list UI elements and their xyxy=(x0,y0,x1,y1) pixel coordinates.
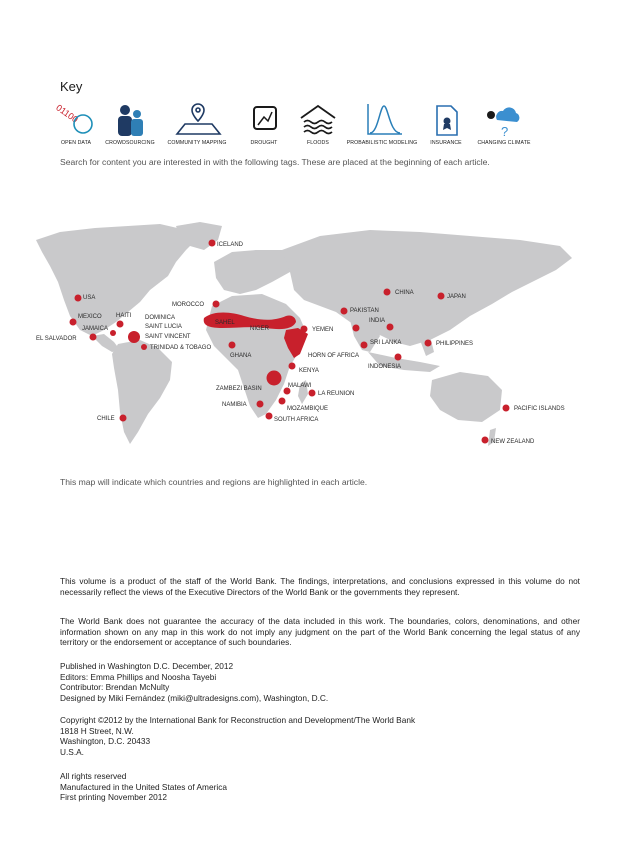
address-line-3: U.S.A. xyxy=(60,746,84,757)
label-philippines: PHILIPPINES xyxy=(436,341,474,347)
morocco-marker xyxy=(213,301,220,308)
copyright-line: Copyright ©2012 by the International Bank for Reconstruction and Development/The World Bank xyxy=(60,715,416,725)
label-mozambique: MOZAMBIQUE xyxy=(287,406,329,412)
india-east-marker xyxy=(387,324,394,331)
open-data-icon xyxy=(54,102,92,133)
trinidad-marker xyxy=(141,344,147,350)
contributor-line: Contributor: Brendan McNulty xyxy=(60,682,170,693)
printing-line: First printing November 2012 xyxy=(60,792,167,803)
iceland-marker xyxy=(209,240,216,247)
label-malawi: MALAWI xyxy=(288,383,312,389)
changing-climate-icon xyxy=(487,107,519,139)
crowdsourcing-label: CROWDSOURCING xyxy=(105,140,155,146)
label-saint-lucia: SAINT LUCIA xyxy=(145,324,182,330)
designed-line: Designed by Miki Fernández (miki@ultradesigns.com), Washington, D.C. xyxy=(60,692,329,703)
label-saint-vincent: SAINT VINCENT xyxy=(145,334,191,340)
japan-marker xyxy=(438,293,445,300)
label-horn-of-africa: HORN OF AFRICA xyxy=(308,353,360,359)
disclaimer-paragraph-2: The World Bank does not guarantee the accuracy of the data included in this work. The boundaries, colors, denominations, and other information shown on any map in this work do not imply any judgment on the part of the World Bank concerning the legal status of any territory or the endorsement or acceptance of such boundaries. xyxy=(60,616,580,648)
address-line-1: 1818 H Street, N.W. xyxy=(60,725,134,736)
rights-line: All rights reserved xyxy=(60,771,127,781)
label-india: INDIA xyxy=(369,318,386,324)
chile-marker xyxy=(120,415,127,422)
label-iceland: ICELAND xyxy=(217,242,244,248)
legal-disclaimer xyxy=(60,576,580,597)
label-haiti: HAITI xyxy=(116,313,132,319)
indonesia-marker xyxy=(395,354,402,361)
label-sahel: SAHEL xyxy=(215,320,235,326)
svg-text:?: ? xyxy=(501,124,509,139)
label-morocco: MOROCCO xyxy=(172,302,204,308)
label-ghana: GHANA xyxy=(230,353,252,359)
label-china: CHINA xyxy=(395,290,414,296)
sri-lanka-marker xyxy=(361,342,368,349)
label-kenya: KENYA xyxy=(299,368,319,374)
label-new-zealand: NEW ZEALAND xyxy=(491,439,535,445)
map-caption: This map will indicate which countries and regions are highlighted in each article. xyxy=(60,477,368,487)
search-instructions: Search for content you are interested in with the following tags. These are placed at the beginning of each article. xyxy=(60,157,490,167)
community-mapping-label: COMMUNITY MAPPING xyxy=(167,140,227,146)
insurance-icon xyxy=(437,106,457,135)
label-pacific-islands: PACIFIC ISLANDS xyxy=(514,406,565,412)
label-chile: CHILE xyxy=(97,416,115,422)
label-sri-lanka: SRI LANKA xyxy=(370,340,402,346)
label-yemen: YEMEN xyxy=(312,327,334,333)
manufactured-line: Manufactured in the United States of America xyxy=(60,781,227,792)
open-data-label: OPEN DATA xyxy=(60,140,92,146)
label-indonesia: INDONESIA xyxy=(368,364,402,370)
label-japan: JAPAN xyxy=(447,294,466,300)
probabilistic-modeling-icon xyxy=(368,104,402,134)
zambezi-marker xyxy=(267,371,282,386)
pakistan-marker xyxy=(341,308,348,315)
drought-label: DROUGHT xyxy=(250,140,278,146)
caribbean-marker xyxy=(128,331,140,343)
haiti-marker xyxy=(117,321,124,328)
usa-marker xyxy=(75,295,82,302)
label-usa: USA xyxy=(83,295,96,301)
jamaica-marker xyxy=(110,330,116,336)
kenya-marker xyxy=(289,363,296,370)
ghana-marker xyxy=(229,342,236,349)
label-zambezi: ZAMBEZI BASIN xyxy=(216,386,262,392)
svg-text:01100: 01100 xyxy=(54,102,80,125)
publication-credits xyxy=(60,661,580,703)
crowdsourcing-icon xyxy=(118,105,143,136)
rights-block xyxy=(60,771,580,803)
legal-boundaries xyxy=(60,616,580,648)
insurance-label: INSURANCE xyxy=(430,140,462,146)
label-mexico: MEXICO xyxy=(78,314,102,320)
label-el-salvador: EL SALVADOR xyxy=(36,336,77,342)
changing-climate-label: CHANGING CLIMATE xyxy=(477,140,531,146)
address-line-2: Washington, D.C. 20433 xyxy=(60,736,151,747)
published-line: Published in Washington D.C. December, 2012 xyxy=(60,661,234,671)
world-map xyxy=(30,218,612,454)
label-trinidad: TRINIDAD & TOBAGO xyxy=(150,345,212,351)
label-jamaica: JAMAICA xyxy=(82,326,109,332)
label-la-reunion: LA REUNION xyxy=(318,391,355,397)
drought-icon xyxy=(254,107,276,129)
namibia-marker xyxy=(257,401,264,408)
floods-label: FLOODS xyxy=(307,140,329,146)
community-mapping-icon xyxy=(177,104,220,134)
label-dominica: DOMINICA xyxy=(145,315,175,321)
pacific-islands-marker xyxy=(503,405,510,412)
mozambique-marker xyxy=(279,398,286,405)
label-south-africa: SOUTH AFRICA xyxy=(274,417,319,423)
philippines-marker xyxy=(425,340,432,347)
china-marker xyxy=(384,289,391,296)
floods-icon xyxy=(301,106,335,134)
yemen-marker xyxy=(301,326,308,333)
disclaimer-paragraph-1: This volume is a product of the staff of the World Bank. The findings, interpretations, and conclusions expressed in this volume do not necessarily reflect the views of the Executive Directors of the World Bank or the governments they represent. xyxy=(60,576,580,597)
south-africa-marker xyxy=(266,413,273,420)
label-pakistan: PAKISTAN xyxy=(350,308,379,314)
label-niger: NIGER xyxy=(250,326,270,332)
la-reunion-marker xyxy=(309,390,316,397)
probabilistic-modeling-label: PROBABILISTIC MODELING xyxy=(346,140,418,146)
india-marker xyxy=(353,325,360,332)
label-namibia: NAMIBIA xyxy=(222,402,247,408)
key-title: Key xyxy=(60,79,83,94)
el-salvador-marker xyxy=(90,334,97,341)
mexico-marker xyxy=(70,319,77,326)
new-zealand-marker xyxy=(482,437,489,444)
editors-line: Editors: Emma Phillips and Noosha Tayebi xyxy=(60,671,217,682)
copyright-block xyxy=(60,715,580,757)
